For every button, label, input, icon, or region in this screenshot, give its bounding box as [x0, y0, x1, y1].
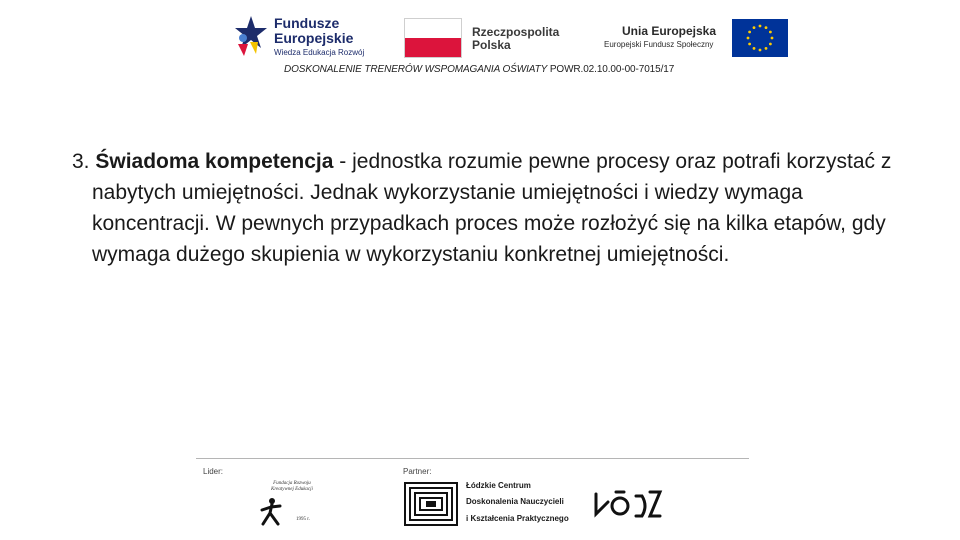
fe-line1: Fundusze — [274, 15, 340, 31]
eu-star — [769, 31, 772, 34]
eu-star — [765, 26, 768, 29]
polish-flag-icon — [404, 18, 462, 58]
item-number: 3. — [72, 150, 96, 173]
lider-year: 1995 r. — [296, 517, 310, 522]
partner-label: Partner: — [403, 467, 432, 476]
project-italic: DOSKONALENIE TRENERÓW WSPOMAGANIA OŚWIATY — [284, 64, 548, 75]
partner-line2: Doskonalenia Nauczycieli — [466, 497, 564, 506]
pl-line2: Polska — [472, 38, 511, 52]
fe-line2: Europejskie — [274, 30, 354, 46]
walking-figure-icon — [258, 498, 284, 526]
partner-line1: Łódzkie Centrum — [466, 481, 531, 490]
eu-star — [771, 37, 774, 40]
project-title — [284, 64, 674, 75]
lodz-logo-icon — [592, 488, 664, 522]
eu-star — [753, 47, 756, 50]
eu-star — [748, 31, 751, 34]
project-code: POWR.02.10.00-00-7015/17 — [547, 64, 675, 75]
odn-logo-icon — [404, 482, 458, 526]
eu-star — [748, 43, 751, 46]
fundusze-europejskie-logo — [234, 12, 374, 60]
footer-divider — [196, 458, 749, 459]
eu-star — [759, 49, 762, 52]
eu-star — [769, 43, 772, 46]
fe-star-icon — [234, 14, 268, 58]
eu-star — [753, 26, 756, 29]
eu-star — [747, 37, 750, 40]
partner-line3: i Kształcenia Praktycznego — [466, 514, 569, 523]
definition-body: - jednostka rozumie pewne procesy oraz potrafi korzystać z nabytych umiejętności. Jednak wykorzystanie umiejętności i wiedzy wymaga koncentracji. W pewnych przypadkach proces może rozłożyć się na kilka etapów, gdy wymaga dużego skupienia w wykorzystaniu konkretnej umiejętności. — [92, 150, 892, 266]
lider-org-name: Fundacja Rozwoju Kreatywnej Edukacji — [271, 481, 313, 492]
definition-term: Świadoma kompetencja — [95, 150, 334, 173]
ue-line1: Unia Europejska — [622, 24, 717, 38]
pl-line1: Rzeczpospolita — [472, 25, 560, 39]
main-content — [72, 146, 892, 270]
fe-line3: Wiedza Edukacja Rozwój — [274, 48, 365, 57]
eu-star — [765, 47, 768, 50]
eu-flag-icon — [732, 19, 788, 57]
definition-paragraph — [72, 146, 892, 270]
ue-line2: Europejski Fundusz Społeczny — [604, 40, 714, 49]
lider-label: Lider: — [203, 467, 224, 476]
eu-star — [759, 25, 762, 28]
